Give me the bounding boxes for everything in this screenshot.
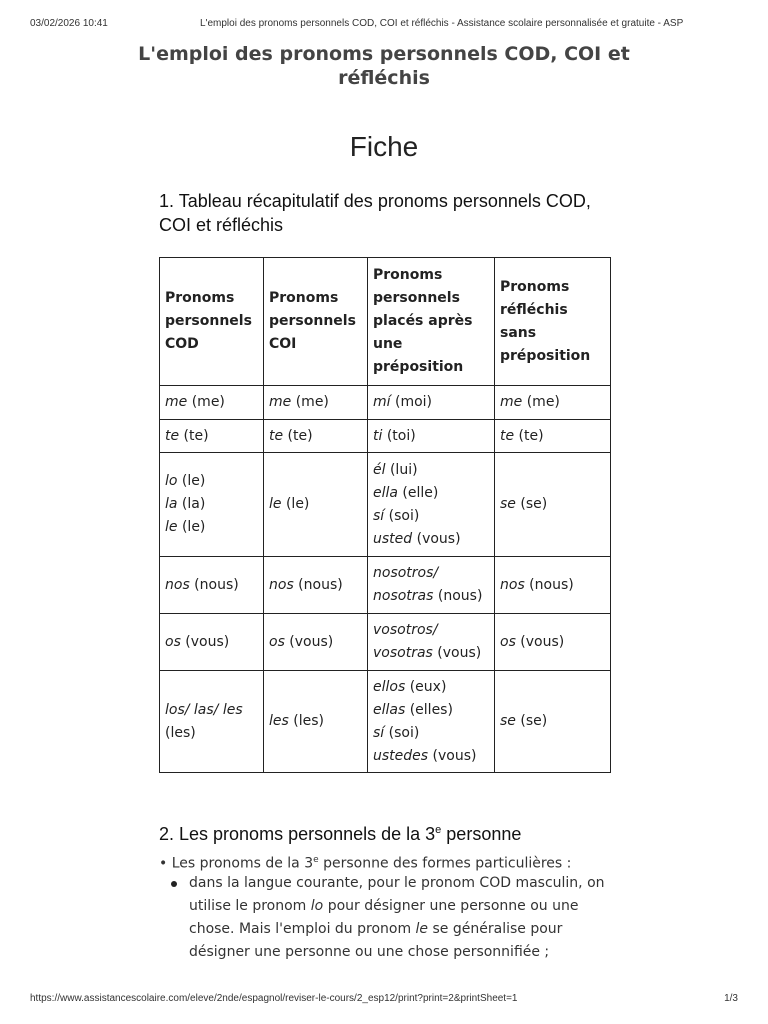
- header-cod: Pronoms personnels COD: [160, 258, 264, 386]
- table-cell: [264, 614, 368, 671]
- print-url: https://www.assistancescolaire.com/eleve/2nde/espagnol/reviser-le-cours/2_esp12/print?print=2&printSheet=1: [30, 993, 518, 1004]
- spanish-pronoun: os: [165, 633, 181, 650]
- spanish-pronoun: lo: [165, 473, 178, 489]
- page-number: 1/3: [724, 993, 738, 1004]
- pronoun-entry: [373, 619, 489, 642]
- table-cell: [160, 386, 264, 420]
- spanish-pronoun: los/ las/ les: [165, 701, 243, 718]
- table-header-row: [160, 258, 611, 386]
- french-translation: (nous): [433, 588, 483, 604]
- spanish-pronoun: se: [500, 496, 516, 512]
- spanish-pronoun: nosotras: [373, 588, 434, 604]
- print-header: [30, 18, 738, 32]
- french-translation: (nous): [524, 576, 574, 593]
- pronoun-entry: [500, 391, 605, 414]
- table-cell: [264, 671, 368, 773]
- french-translation: (vous): [432, 645, 482, 661]
- pronoun-entry: [373, 391, 489, 414]
- pronoun-summary-table: [159, 257, 611, 773]
- page-subtitle: Fiche: [349, 131, 419, 162]
- spanish-pronoun: ellos: [373, 678, 406, 695]
- spanish-pronoun: nos: [165, 576, 190, 593]
- pronoun-entry: [373, 528, 489, 551]
- spanish-pronoun: vosotros/: [373, 622, 438, 638]
- bullet-text: se généralise pour désigner une personne ou une chose personnifiée ;: [189, 921, 563, 960]
- pronoun-entry: [373, 642, 489, 665]
- spanish-pronoun: os: [500, 633, 516, 650]
- french-translation: (nous): [189, 576, 239, 593]
- pronoun-entry: [500, 631, 605, 654]
- french-translation: (se): [515, 496, 548, 512]
- table-cell: [368, 557, 495, 614]
- pronoun-entry: [500, 710, 605, 733]
- bullet-dot: [171, 881, 177, 887]
- spanish-pronoun: nos: [269, 576, 294, 593]
- bullet-text: dans la langue courante, pour le pronom COD masculin, on utilise le pronom: [189, 875, 605, 914]
- table-cell: [264, 386, 368, 420]
- pronoun-entry: [269, 710, 362, 733]
- table-cell: [495, 671, 611, 773]
- spanish-pronoun: nosotros/: [373, 565, 439, 581]
- pronoun-entry: [373, 562, 489, 585]
- spanish-pronoun: se: [500, 713, 516, 729]
- pronoun-entry: [165, 631, 258, 654]
- french-translation: (lui): [385, 461, 418, 478]
- french-translation: (moi): [390, 394, 432, 410]
- french-translation: (toi): [382, 427, 416, 444]
- pronoun-entry: [373, 722, 489, 745]
- french-translation: (les): [288, 713, 324, 729]
- spanish-pronoun: le: [269, 496, 282, 512]
- section-2-heading-sup: e: [435, 824, 442, 836]
- french-translation: (vous): [180, 633, 230, 650]
- spanish-pronoun: ustedes: [373, 747, 429, 764]
- french-translation: (nous): [293, 576, 343, 593]
- table-cell: [160, 420, 264, 453]
- table-row: [160, 420, 611, 453]
- pronoun-entry: [373, 745, 489, 768]
- french-translation: (se): [515, 713, 548, 729]
- table-cell: [495, 420, 611, 453]
- pronoun-entry: [165, 699, 258, 722]
- pronoun-entry: [373, 676, 489, 699]
- pronoun-entry: [269, 493, 362, 516]
- spanish-pronoun: les: [269, 713, 289, 729]
- spanish-pronoun: te: [269, 427, 284, 444]
- pronoun-entry: [165, 493, 258, 516]
- section-2-heading-text: 2. Les pronoms personnels de la 3: [159, 824, 436, 844]
- table-cell: [264, 453, 368, 557]
- french-translation: (me): [291, 394, 329, 410]
- french-translation: (elle): [397, 484, 439, 501]
- french-translation: (eux): [405, 678, 447, 695]
- pronoun-entry: [373, 699, 489, 722]
- pronoun-entry: [373, 425, 489, 448]
- pronoun-entry: [373, 505, 489, 528]
- table-row: [160, 453, 611, 557]
- bullet-list: [171, 872, 621, 964]
- spanish-pronoun: me: [500, 394, 523, 410]
- print-datetime: 03/02/2026 10:41: [30, 18, 108, 29]
- spanish-pronoun: nos: [500, 576, 525, 593]
- pronoun-entry: [373, 482, 489, 505]
- list-item: [189, 872, 621, 964]
- spanish-pronoun: ella: [373, 484, 398, 501]
- french-translation: (te): [283, 427, 313, 444]
- spanish-pronoun: le: [165, 519, 178, 535]
- table-cell: [368, 453, 495, 557]
- bullet-text: pour désigner une personne ou une chose. Mais l'emploi du pronom: [189, 898, 579, 937]
- french-translation: (me): [522, 394, 560, 410]
- pronoun-entry: [269, 425, 362, 448]
- header-after-preposition: Pronoms personnels placés après une préposition: [368, 258, 495, 386]
- french-translation: (me): [187, 394, 225, 410]
- table-row: [160, 614, 611, 671]
- pronoun-entry: [269, 574, 362, 597]
- pronoun-entry: [373, 585, 489, 608]
- spanish-pronoun: él: [373, 461, 386, 478]
- table-cell: [160, 557, 264, 614]
- bullet-italic-pronoun: le: [415, 921, 429, 937]
- section-2-heading: [159, 818, 619, 846]
- table-cell: [264, 557, 368, 614]
- french-translation: (le): [281, 496, 310, 512]
- table-row: [160, 557, 611, 614]
- table-cell: [160, 671, 264, 773]
- intro-text: • Les pronoms de la 3: [159, 855, 314, 872]
- spanish-pronoun: ellas: [373, 701, 406, 718]
- print-page-title: L'emploi des pronoms personnels COD, COI et réfléchis - Assistance scolaire personnalisée et gratuite - ASP: [200, 18, 684, 29]
- pronoun-entry: [373, 459, 489, 482]
- table-cell: [368, 386, 495, 420]
- section-2-heading-text-end: personne: [441, 824, 522, 844]
- french-translation: (vous): [428, 747, 477, 764]
- header-coi: Pronoms personnels COI: [264, 258, 368, 386]
- spanish-pronoun: me: [165, 394, 188, 410]
- pronoun-entry: [269, 631, 362, 654]
- french-translation: (elles): [405, 701, 453, 718]
- french-translation: (te): [514, 427, 544, 444]
- french-translation: (te): [179, 427, 209, 444]
- intro-sup: e: [313, 855, 319, 865]
- header-reflexive: Pronoms réfléchis sans préposition: [495, 258, 611, 386]
- french-translation: (soi): [384, 724, 420, 741]
- spanish-pronoun: te: [165, 427, 180, 444]
- print-footer: [30, 993, 738, 1007]
- pronoun-entry: [165, 425, 258, 448]
- pronoun-entry: [165, 391, 258, 414]
- table-row: [160, 386, 611, 420]
- pronoun-entry: [269, 391, 362, 414]
- french-translation: (les): [165, 724, 196, 741]
- pronoun-entry: [165, 722, 258, 745]
- table-cell: [264, 420, 368, 453]
- spanish-pronoun: sí: [373, 724, 385, 741]
- pronoun-entry: [165, 574, 258, 597]
- spanish-pronoun: me: [269, 394, 292, 410]
- french-translation: (soi): [384, 507, 420, 524]
- french-translation: (vous): [284, 633, 334, 650]
- spanish-pronoun: sí: [373, 507, 385, 524]
- french-translation: (vous): [412, 530, 461, 547]
- spanish-pronoun: os: [269, 633, 285, 650]
- pronoun-entry: [500, 425, 605, 448]
- intro-text-end: personne des formes particulières :: [318, 855, 572, 872]
- table-cell: [368, 671, 495, 773]
- bullet-italic-pronoun: lo: [310, 898, 324, 914]
- table-cell: [495, 614, 611, 671]
- table-cell: [368, 420, 495, 453]
- table-row: [160, 671, 611, 773]
- table-body: [160, 386, 611, 773]
- french-translation: (la): [177, 496, 206, 512]
- table-cell: [495, 386, 611, 420]
- spanish-pronoun: te: [500, 427, 515, 444]
- french-translation: (le): [177, 519, 206, 535]
- table-cell: [495, 557, 611, 614]
- french-translation: (vous): [515, 633, 565, 650]
- spanish-pronoun: la: [165, 496, 178, 512]
- pronoun-entry: [500, 493, 605, 516]
- table-cell: [495, 453, 611, 557]
- table-cell: [160, 614, 264, 671]
- pronoun-entry: [500, 574, 605, 597]
- french-translation: (le): [177, 473, 206, 489]
- table-cell: [160, 453, 264, 557]
- spanish-pronoun: mí: [373, 394, 391, 410]
- pronoun-entry: [165, 470, 258, 493]
- section-1-heading: 1. Tableau récapitulatif des pronoms personnels COD, COI et réfléchis: [159, 191, 591, 235]
- spanish-pronoun: usted: [373, 530, 413, 547]
- table-cell: [368, 614, 495, 671]
- spanish-pronoun: ti: [373, 427, 383, 444]
- spanish-pronoun: vosotras: [373, 645, 433, 661]
- pronoun-entry: [165, 516, 258, 539]
- page-title: L'emploi des pronoms personnels COD, COI et réfléchis: [138, 43, 630, 89]
